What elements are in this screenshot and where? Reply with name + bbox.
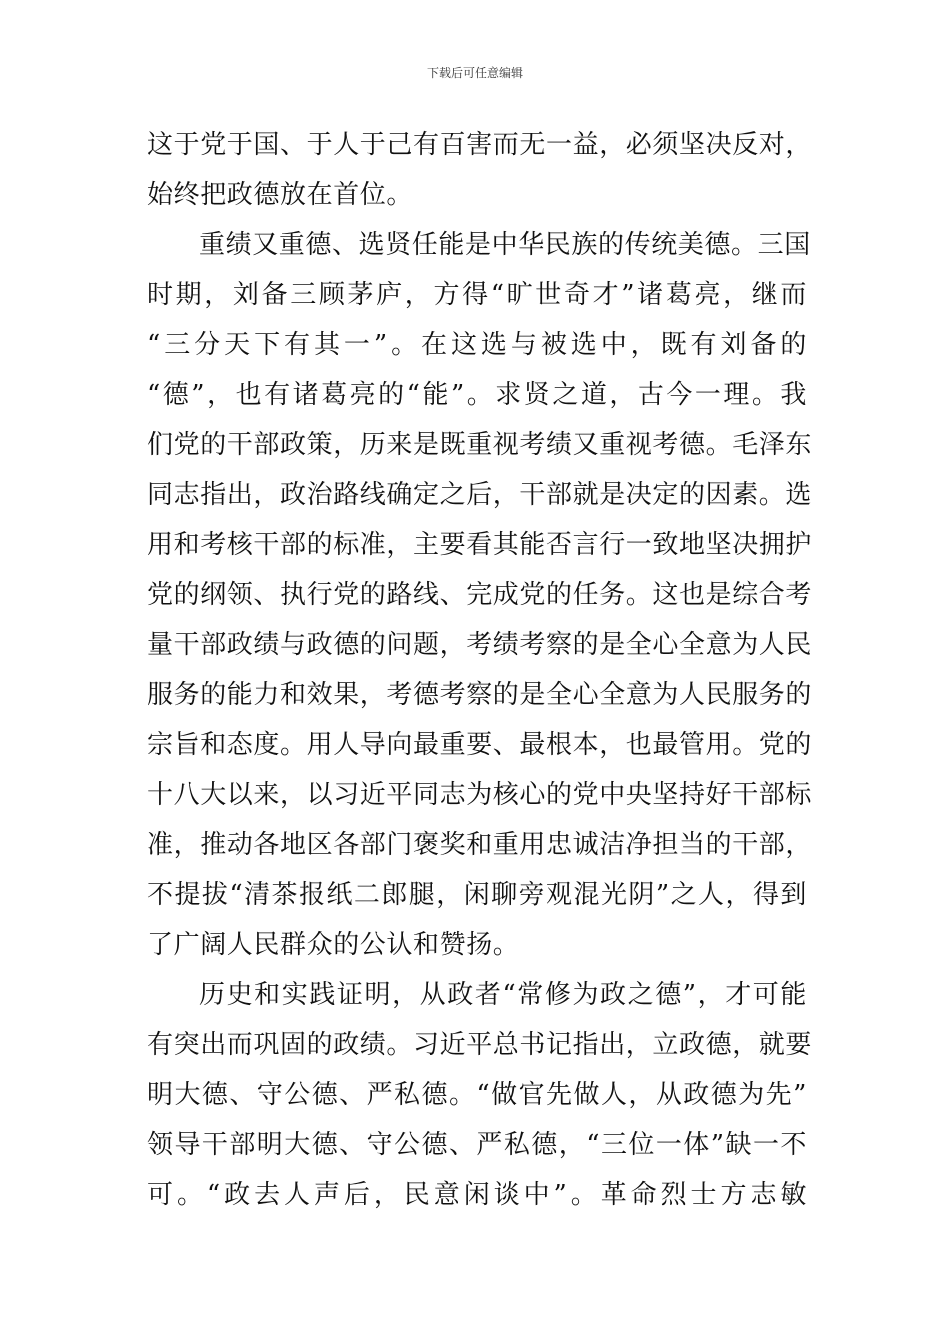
- text-line: 不提拔“清茶报纸二郎腿，闲聊旁观混光阴”之人，得到: [147, 880, 807, 910]
- paragraph: [147, 128, 813, 228]
- document-body: [147, 128, 813, 1228]
- text-line: 始终把政德放在首位。: [147, 180, 414, 210]
- text-line: 用和考核干部的标准，主要看其能否言行一致地坚决拥护: [147, 530, 813, 560]
- paragraph: [147, 978, 813, 1228]
- text-line: 党的纲领、执行党的路线、完成党的任务。这也是综合考: [147, 580, 813, 610]
- text-line: “德”，也有诸葛亮的“能”。求贤之道，古今一理。我: [147, 380, 807, 410]
- text-line: “三分天下有其一”。在这选与被选中，既有刘备的: [147, 330, 807, 360]
- text-line: 同志指出，政治路线确定之后，干部就是决定的因素。选: [147, 480, 813, 510]
- paragraph: [147, 228, 813, 978]
- text-line: 可。“政去人声后，民意闲谈中”。革命烈士方志敏: [147, 1180, 807, 1210]
- text-line: 准，推动各地区各部门褒奖和重用忠诚洁净担当的干部，: [147, 830, 813, 860]
- text-line: 宗旨和态度。用人导向最重要、最根本，也最管用。党的: [147, 730, 813, 760]
- text-line: 量干部政绩与政德的问题，考绩考察的是全心全意为人民: [147, 630, 813, 660]
- text-line: 历史和实践证明，从政者“常修为政之德”，才可能: [199, 980, 807, 1010]
- text-line: 领导干部明大德、守公德、严私德，“三位一体”缺一不: [147, 1130, 807, 1160]
- page-header: 下载后可任意编辑: [426, 66, 523, 80]
- text-line: 重绩又重德、选贤任能是中华民族的传统美德。三国: [199, 230, 811, 260]
- text-line: 十八大以来，以习近平同志为核心的党中央坚持好干部标: [147, 780, 813, 810]
- text-line: 服务的能力和效果，考德考察的是全心全意为人民服务的: [147, 680, 813, 710]
- text-line: 们党的干部政策，历来是既重视考绩又重视考德。毛泽东: [147, 430, 813, 460]
- text-line: 明大德、守公德、严私德。“做官先做人，从政德为先”: [147, 1080, 807, 1110]
- text-line: 了广阔人民群众的公认和赞扬。: [147, 930, 520, 960]
- text-line: 这于党于国、于人于己有百害而无一益，必须坚决反对，: [147, 130, 813, 160]
- text-line: 有突出而巩固的政绩。习近平总书记指出，立政德，就要: [147, 1030, 813, 1060]
- text-line: 时期，刘备三顾茅庐，方得“旷世奇才”诸葛亮，继而: [147, 280, 807, 310]
